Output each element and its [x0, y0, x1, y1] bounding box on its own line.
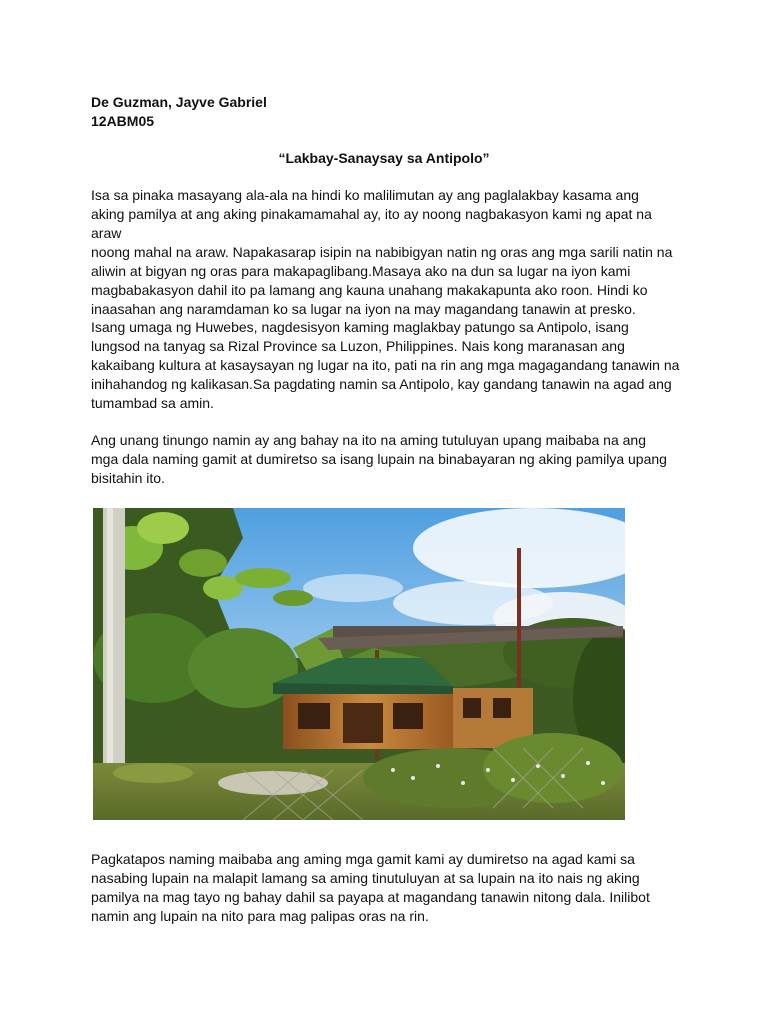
- paragraph-3: Ang unang tinungo namin ay ang bahay na ito na aming tutuluyan upang maibaba na ang mga dala naming gamit at dumiretso sa isang lupain na binabayaran ng aking pamilya upang bisitahin ito.: [91, 432, 667, 486]
- paragraph-1: Isa sa pinaka masayang ala-ala na hindi ko malilimutan ay ang paglalakbay kasama ang aking pamilya at ang aking pinakamamahal ay, ito ay noong nagbakasyon kami ng apat na araw noong mahal na araw. Napakasarap isipin na nabibigyan natin ng oras ang mga sarili natin na aliwin at bigyan ng oras para makapaglibang.Masaya ako na dun sa lugar na iyon kami magbabakasyon dahil ito pa lamang ang kauna unahang makakapunta ako roon. Hindi ko inaasahan ang naramdaman ko sa lugar na iyon na may magandang tanawin at presko.: [91, 187, 673, 317]
- nipa-hut-photo: [93, 508, 625, 820]
- paragraph-2: Isang umaga ng Huwebes, nagdesisyon kaming maglakbay patungo sa Antipolo, isang lungsod na tanyag sa Rizal Province sa Luzon, Philippines. Nais kong maranasan ang kakaibang kultura at kasaysayan ng lugar na ito, pati na rin ang mga magagandang tanawin na inihahandog ng kalikasan.Sa pagdating namin sa Antipolo, kay gandang tanawin na agad ang tumambad sa amin.: [91, 319, 680, 411]
- paragraph-4: Pagkatapos naming maibaba ang aming mga gamit kami ay dumiretso na agad kami sa nasabing lupain na malapit lamang sa aming tinutuluyan at sa lupain na ito nais ng aking pamilya na mag tayo ng bahay dahil sa payapa at magandang tanawin nitong dala. Inilibot namin ang lupain na nito para mag palipas oras na rin.: [91, 851, 650, 924]
- section-code: 12ABM05: [91, 113, 155, 129]
- essay-title: “Lakbay-Sanaysay sa Antipolo”: [278, 150, 490, 166]
- author-block: [91, 93, 267, 131]
- author-name: De Guzman, Jayve Gabriel: [91, 94, 267, 110]
